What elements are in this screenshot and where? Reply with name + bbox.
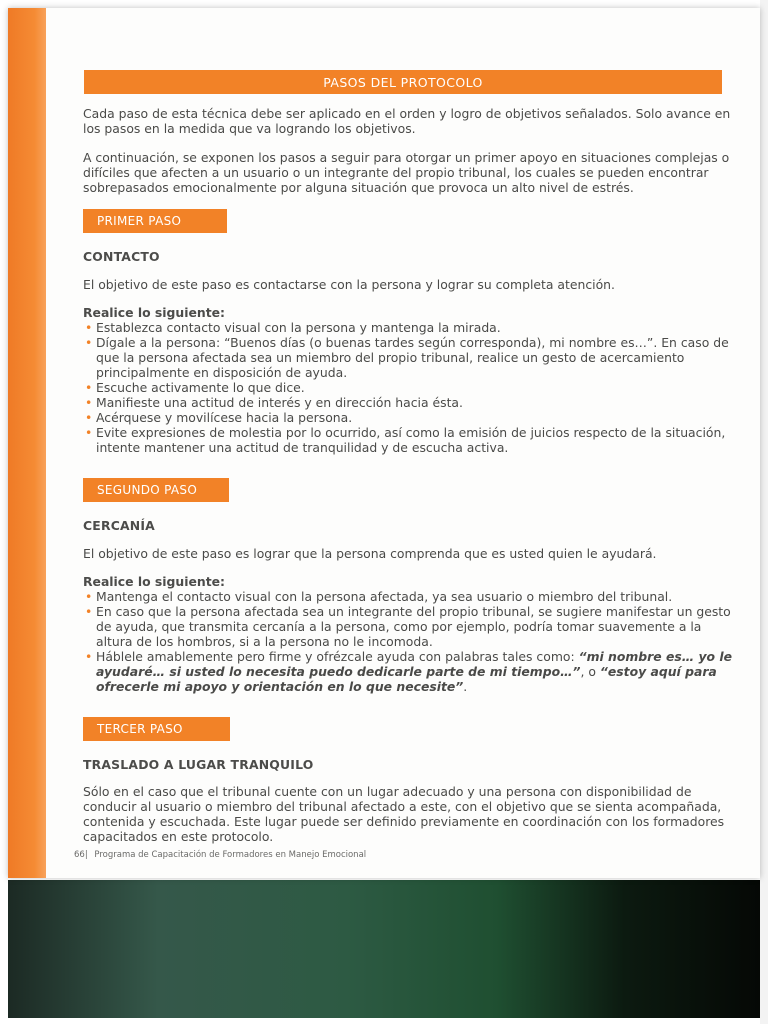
list-item-text: . xyxy=(463,679,468,694)
intro-paragraph-2: A continuación, se exponen los pasos a seguir para otorgar un primer apoyo en situaciones complejas o difíciles que afecten a un usuario o un integrante del propio tribunal, los cuales se pueden encontrar sobrepasados emocionalmente por alguna situación que provoca un alto nivel de estrés. xyxy=(83,150,730,195)
step1-tag: PRIMER PASO xyxy=(83,209,227,233)
list-item: • En caso que la persona afectada sea un integrante del propio tribunal, se sugiere manifestar un gesto de ayuda, que transmita cercanía a la persona, como por ejemplo, podría tomar suavemente a la altura de los hombros, si a la persona no le incomoda. xyxy=(83,604,740,649)
step1-heading: CONTACTO xyxy=(83,249,160,264)
orange-side-bar xyxy=(8,8,46,878)
list-item: • Mantenga el contacto visual con la persona afectada, ya sea usuario o miembro del tribunal. xyxy=(83,589,740,604)
step2-tag: SEGUNDO PASO xyxy=(83,478,229,502)
list-item-text: , o xyxy=(580,664,600,679)
step3-paragraph: Sólo en el caso que el tribunal cuente con un lugar adecuado y una persona con disponibilidad de conducir al usuario o miembro del tribunal afectado a este, con el objetivo que se sienta acompañada, contenida y escuchada. Este lugar puede ser definido previamente en coordinación con los formadores capacitados en este protocolo. xyxy=(83,784,725,844)
list-item: • Dígale a la persona: “Buenos días (o buenas tardes según corresponda), mi nombre es…”. En caso de que la persona afectada sea un miembro del propio tribunal, realice un gesto de acercamiento principalmente en disposición de ayuda. xyxy=(83,335,740,380)
page-number: 66| xyxy=(74,850,88,860)
step2-objective: El objetivo de este paso es lograr que la persona comprenda que es usted quien le ayudará. xyxy=(83,546,657,561)
list-item: • Establezca contacto visual con la persona y mantenga la mirada. xyxy=(83,320,740,335)
section-banner: PASOS DEL PROTOCOLO xyxy=(84,70,722,94)
step3-heading: TRASLADO A LUGAR TRANQUILO xyxy=(83,757,314,772)
step1-list xyxy=(83,320,740,455)
step3-tag: TERCER PASO xyxy=(83,717,230,741)
scan-edge xyxy=(760,0,768,1024)
list-item xyxy=(83,649,740,694)
list-item: • Escuche activamente lo que dice. xyxy=(83,380,740,395)
document-page xyxy=(8,8,760,878)
list-item: • Evite expresiones de molestia por lo ocurrido, así como la emisión de juicios respecto de la situación, intente mantener una actitud de tranquilidad y de escucha activa. xyxy=(83,425,740,455)
page-content xyxy=(83,70,740,844)
step2-list xyxy=(83,589,740,694)
step2-subhead: Realice lo siguiente: xyxy=(83,574,226,589)
list-item-text: Háblele amablemente pero firme y ofrézcale ayuda con palabras tales como: xyxy=(96,649,579,664)
step1-objective: El objetivo de este paso es contactarse con la persona y lograr su completa atención. xyxy=(83,277,615,292)
step2-heading: CERCANÍA xyxy=(83,518,155,533)
scan-background xyxy=(8,880,760,1018)
step1-subhead: Realice lo siguiente: xyxy=(83,305,226,320)
list-item: • Acérquese y movilícese hacia la persona. xyxy=(83,410,740,425)
list-item: • Manifieste una actitud de interés y en dirección hacia ésta. xyxy=(83,395,740,410)
quote-1: “mi nombre es… yo le ayudaré… si usted lo necesita puedo dedicarle parte de mi tiempo…” xyxy=(96,649,733,679)
page-footer xyxy=(74,850,366,860)
footer-text: Programa de Capacitación de Formadores en Manejo Emocional xyxy=(94,850,367,860)
intro-paragraph-1: Cada paso de esta técnica debe ser aplicado en el orden y logro de objetivos señalados. Solo avance en los pasos en la medida que va logrando los objetivos. xyxy=(83,106,731,136)
quote-2: “estoy aquí para ofrecerle mi apoyo y orientación en lo que necesite” xyxy=(96,664,717,694)
